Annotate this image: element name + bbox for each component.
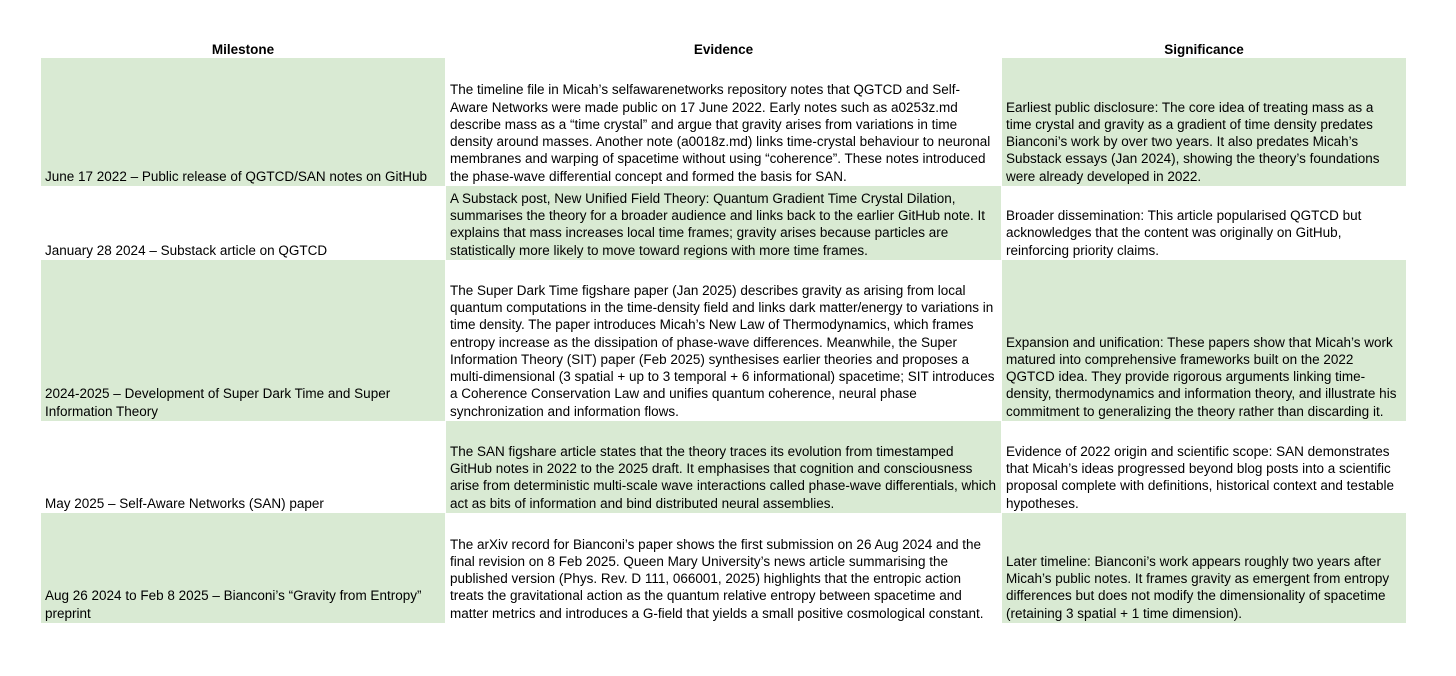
table-row xyxy=(41,186,1407,260)
table-row xyxy=(41,513,1407,623)
table-row xyxy=(41,421,1407,513)
milestone-cell: June 17 2022 – Public release of QGTCD/SAN notes on GitHub xyxy=(41,58,446,186)
header-row xyxy=(41,38,1407,58)
evidence-cell: The arXiv record for Bianconi’s paper shows the first submission on 26 Aug 2024 and the final revision on 8 Feb 2025. Queen Mary University’s news article summarising the published version (Phys. Rev. D 111, 066001, 2025) highlights that the entropic action treats the gravitational action as the quantum relative entropy between spacetime and matter metrics and introduces a G-field that yields a small positive cosmological constant. xyxy=(446,513,1002,623)
significance-cell: Later timeline: Bianconi’s work appears roughly two years after Micah’s public notes. It frames gravity as emergent from entropy differences but does not modify the dimensionality of spacetime (retaining 3 spatial + 1 time dimension). xyxy=(1002,513,1407,623)
milestone-cell: 2024-2025 – Development of Super Dark Time and Super Information Theory xyxy=(41,260,446,421)
significance-cell: Broader dissemination: This article popularised QGTCD but acknowledges that the content was originally on GitHub, reinforcing priority claims. xyxy=(1002,186,1407,260)
significance-cell: Evidence of 2022 origin and scientific scope: SAN demonstrates that Micah’s ideas progressed beyond blog posts into a scientific proposal complete with definitions, historical context and testable hypotheses. xyxy=(1002,421,1407,513)
evidence-cell: The Super Dark Time figshare paper (Jan 2025) describes gravity as arising from local quantum computations in the time-density field and links dark matter/energy to variations in time density. The paper introduces Micah’s New Law of Thermodynamics, which frames entropy increase as the dissipation of phase-wave differences. Meanwhile, the Super Information Theory (SIT) paper (Feb 2025) synthesises earlier theories and proposes a multi-dimensional (3 spatial + up to 3 temporal + 6 informational) spacetime; SIT introduces a Coherence Conservation Law and unifies quantum coherence, neural phase synchronization and information flows. xyxy=(446,260,1002,421)
evidence-cell: The SAN figshare article states that the theory traces its evolution from timestamped GitHub notes in 2022 to the 2025 draft. It emphasises that cognition and consciousness arise from deterministic multi-scale wave interactions called phase-wave differentials, which act as bits of information and bind distributed neural assemblies. xyxy=(446,421,1002,513)
header-milestone: Milestone xyxy=(211,42,275,57)
header-significance: Significance xyxy=(1164,42,1244,57)
milestone-cell: May 2025 – Self-Aware Networks (SAN) paper xyxy=(41,421,446,513)
milestone-table-container xyxy=(40,38,1406,623)
milestone-table xyxy=(40,38,1407,623)
table-row xyxy=(41,58,1407,186)
header-evidence: Evidence xyxy=(693,42,754,57)
milestone-cell: January 28 2024 – Substack article on QGTCD xyxy=(41,186,446,260)
milestone-cell: Aug 26 2024 to Feb 8 2025 – Bianconi’s “Gravity from Entropy” preprint xyxy=(41,513,446,623)
table-row xyxy=(41,260,1407,421)
evidence-cell: A Substack post, New Unified Field Theory: Quantum Gradient Time Crystal Dilation, summarises the theory for a broader audience and links back to the earlier GitHub note. It explains that mass increases local time frames; gravity arises because particles are statistically more likely to move toward regions with more time frames. xyxy=(446,186,1002,260)
significance-cell: Expansion and unification: These papers show that Micah’s work matured into comprehensive frameworks built on the 2022 QGTCD idea. They provide rigorous arguments linking time-density, thermodynamics and information theory, and illustrate his commitment to generalizing the theory rather than discarding it. xyxy=(1002,260,1407,421)
evidence-cell: The timeline file in Micah’s selfawarenetworks repository notes that QGTCD and Self-Aware Networks were made public on 17 June 2022. Early notes such as a0253z.md describe mass as a “time crystal” and argue that gravity arises from variations in time density around masses. Another note (a0018z.md) links time-crystal behaviour to neuronal membranes and warping of spacetime without using “coherence”. These notes introduced the phase-wave differential concept and formed the basis for SAN. xyxy=(446,58,1002,186)
significance-cell: Earliest public disclosure: The core idea of treating mass as a time crystal and gravity as a gradient of time density predates Bianconi’s work by over two years. It also predates Micah’s Substack essays (Jan 2024), showing the theory’s foundations were already developed in 2022. xyxy=(1002,58,1407,186)
